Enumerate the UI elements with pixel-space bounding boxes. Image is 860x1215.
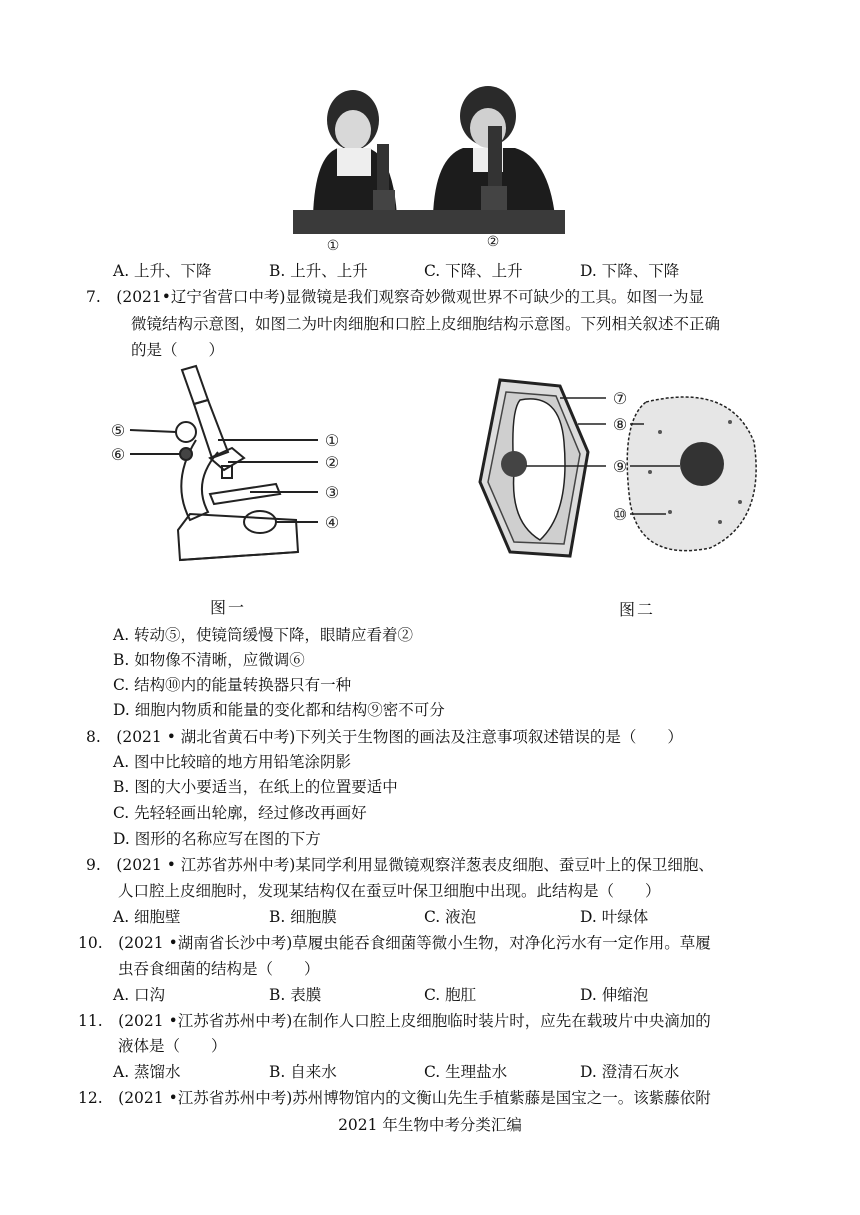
q8-line-1: 8. (2021 • 湖北省黄石中考)下列关于生物图的画法及注意事项叙述错误的是（ ） bbox=[86, 728, 683, 746]
q10-line-1: 10. (2021 •湖南省长沙中考)草履虫能吞食细菌等微小生物，对净化污水有一定作用。草履 bbox=[78, 934, 711, 952]
q8-option-d: D. 图形的名称应写在图的下方 bbox=[113, 830, 321, 848]
q6-option-b: B. 上升、上升 bbox=[269, 262, 368, 280]
fig1-label-4: ④ bbox=[324, 513, 340, 532]
q8-option-a: A. 图中比较暗的地方用铅笔涂阴影 bbox=[113, 753, 352, 771]
q12-line-1: 12. (2021 •江苏省苏州中考)苏州博物馆内的文衡山先生手植紫藤是国宝之一。该紫藤依附 bbox=[78, 1089, 711, 1107]
q11-option-c: C. 生理盐水 bbox=[424, 1063, 508, 1081]
q11-line-1: 11. (2021 •江苏省苏州中考)在制作人口腔上皮细胞临时装片时，应先在载玻片中央滴加的 bbox=[78, 1012, 711, 1030]
q9-option-a: A. 细胞壁 bbox=[113, 908, 181, 926]
q8-option-c: C. 先轻轻画出轮廓，经过修改再画好 bbox=[113, 804, 367, 822]
fig1-caption: 图一 bbox=[210, 598, 247, 617]
photo-label-2: ② bbox=[486, 234, 500, 250]
q9-option-c: C. 液泡 bbox=[424, 908, 477, 926]
q11-line-2: 液体是（ ） bbox=[118, 1037, 227, 1055]
fig2-label-7: ⑦ bbox=[612, 389, 628, 408]
q6-option-a: A. 上升、下降 bbox=[113, 262, 212, 280]
q7-option-b: B. 如物像不清晰，应微调⑥ bbox=[113, 651, 305, 669]
q11-option-a: A. 蒸馏水 bbox=[113, 1063, 181, 1081]
q7-line-1: 7. (2021•辽宁省营口中考)显微镜是我们观察奇妙微观世界不可缺少的工具。如图一为显 bbox=[86, 288, 704, 306]
fig2-caption: 图二 bbox=[619, 600, 656, 619]
q10-option-b: B. 表膜 bbox=[269, 986, 322, 1004]
fig1-label-2: ② bbox=[324, 453, 340, 472]
q7-line-2: 微镜结构示意图，如图二为叶肉细胞和口腔上皮细胞结构示意图。下列相关叙述不正确 bbox=[131, 315, 721, 333]
fig1-label-1: ① bbox=[324, 431, 340, 450]
q7-option-c: C. 结构⑩内的能量转换器只有一种 bbox=[113, 676, 352, 694]
cells-diagram bbox=[470, 372, 770, 582]
q9-option-d: D. 叶绿体 bbox=[580, 908, 649, 926]
q6-option-d: D. 下降、下降 bbox=[580, 262, 680, 280]
fig1-label-6: ⑥ bbox=[110, 445, 126, 464]
q10-option-d: D. 伸缩泡 bbox=[580, 986, 649, 1004]
photo-label-1: ① bbox=[326, 238, 340, 254]
fig2-label-8: ⑧ bbox=[612, 415, 628, 434]
q11-option-b: B. 自来水 bbox=[269, 1063, 337, 1081]
q7-line-3: 的是（ ） bbox=[131, 341, 225, 359]
q9-line-2: 人口腔上皮细胞时，发现某结构仅在蚕豆叶保卫细胞中出现。此结构是（ ） bbox=[118, 882, 661, 900]
microscope-diagram bbox=[100, 362, 360, 582]
fig2-label-10: ⑩ bbox=[612, 505, 628, 524]
q8-option-b: B. 图的大小要适当，在纸上的位置要适中 bbox=[113, 778, 398, 796]
fig1-label-5: ⑤ bbox=[110, 421, 126, 440]
fig1-label-3: ③ bbox=[324, 483, 340, 502]
fig2-label-9: ⑨ bbox=[612, 457, 628, 476]
q9-option-b: B. 细胞膜 bbox=[269, 908, 337, 926]
q9-line-1: 9. (2021 • 江苏省苏州中考)某同学利用显微镜观察洋葱表皮细胞、蚕豆叶上的保卫细胞、 bbox=[86, 856, 714, 874]
q11-option-d: D. 澄清石灰水 bbox=[580, 1063, 680, 1081]
page-footer: 2021 年生物中考分类汇编 bbox=[338, 1116, 522, 1134]
q6-option-c: C. 下降、上升 bbox=[424, 262, 523, 280]
q7-option-d: D. 细胞内物质和能量的变化都和结构⑨密不可分 bbox=[113, 701, 445, 719]
q7-option-a: A. 转动⑤，使镜筒缓慢下降，眼睛应看着② bbox=[113, 626, 414, 644]
students-microscope-photo bbox=[293, 86, 565, 254]
q10-line-2: 虫吞食细菌的结构是（ ） bbox=[118, 960, 320, 978]
q10-option-c: C. 胞肛 bbox=[424, 986, 477, 1004]
q10-option-a: A. 口沟 bbox=[113, 986, 166, 1004]
